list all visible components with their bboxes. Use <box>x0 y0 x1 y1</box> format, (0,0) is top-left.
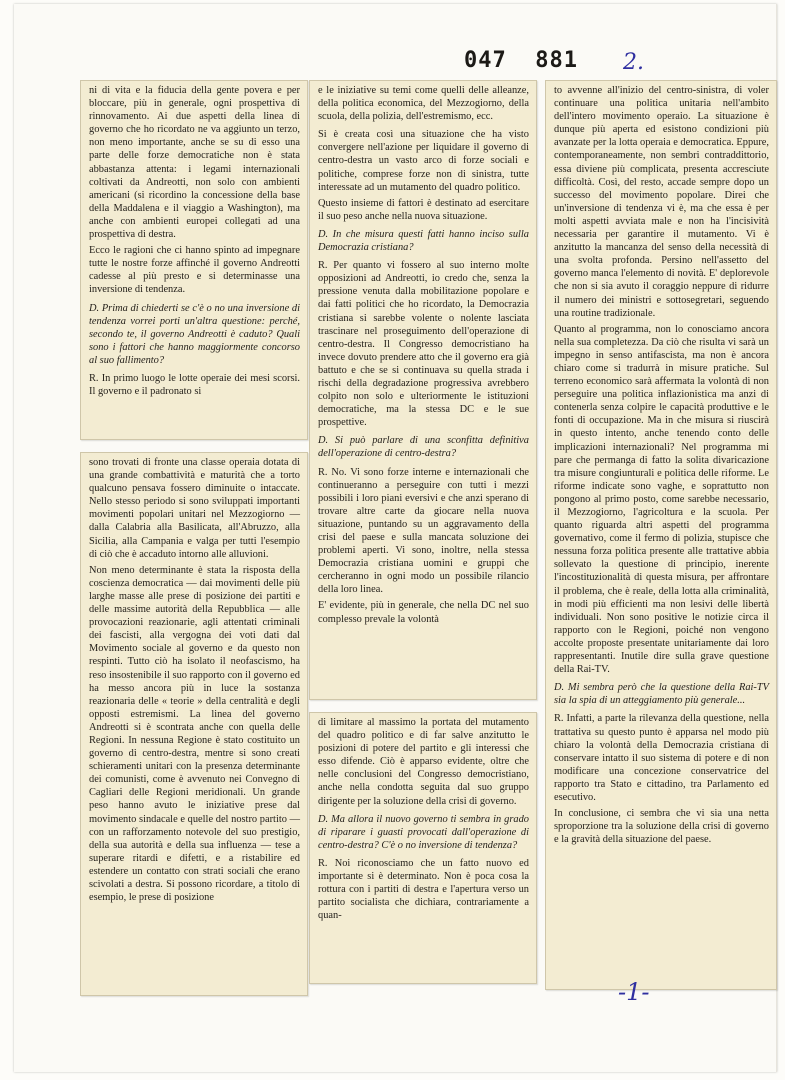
interview-answer: R. Noi riconosciamo che un fatto nuovo ed importante si è determinato. Non è poca cosa la rottura con i partiti di destra e l'apertura verso un partito socialista che dichiara, contrariamente a quan- <box>318 857 529 922</box>
interview-question: D. Mi sembra però che la questione della Rai-TV sia la spia di un atteggiamento più generale... <box>554 682 769 707</box>
clipping-column-3 <box>545 80 777 990</box>
handwritten-page-number: -1- <box>618 978 650 1006</box>
paragraph: Questo insieme di fattori è destinato ad esercitare il suo peso anche nella nuova situazione. <box>318 197 529 222</box>
paragraph: di limitare al massimo la portata del mutamento del quadro politico e di far salve anzitutto le posizioni di potere del partito e gli interessi che esso difende. Ciò è apparso evidente, oltre che nelle conclusioni del Congresso democristiano, anche nella condotta seguita dal suo gruppo dirigente per la soluzione della crisi di governo. <box>318 717 529 807</box>
paragraph: Ecco le ragioni che ci hanno spinto ad impegnare tutte le nostre forze affinché il governo Andreotti cadesse al più presto e si determinasse una inversione di tendenza. <box>89 245 300 296</box>
paragraph: ni di vita e la fiducia della gente povera e per bloccare, più in generale, ogni prospettiva di rinnovamento. Ai due aspetti della linea di governo che ho ricordato ne va aggiunto un terzo, non meno importante, anche se su di esso una parte delle forze democratiche non è stata abbastanza attenta: i legami internazionali coltivati da Andreotti, non solo con ambienti americani (si ricordino la concessione della base della Maddalena e il viaggio a Washington), ma anche con ambienti europei collegati ad una prospettiva di destra. <box>89 85 300 241</box>
paragraph: to avvenne all'inizio del centro-sinistra, di voler continuare una politica unitaria nell'ambito dell'intero movimento operaio. La situazione è dunque più aperta ed esistono condizioni più avanzate per la lotta operaia e democratica. Eppure, contemporaneamente, non sembri contraddittorio, essa diviene più complicata, presenta accresciute difficoltà. Così, del resto, accade sempre dopo un successo del movimento popolare. Direi che un'inversione di tendenza vi è, ma che essa è per molti aspetti avviata male e non ha l'incisività necessaria per garantire il mutamento. Vi è anzitutto la mancanza del senso della necessità di una svolta profonda. Persino nell'assetto del governo manca l'elemento di novità. E' deplorevole che non si sia avuto il coraggio neppure di ridurre il numero dei ministri e sottosegretari, seguendo una routine tradizionale. <box>554 85 769 319</box>
interview-answer: R. In primo luogo le lotte operaie dei mesi scorsi. Il governo e il padronato si <box>89 372 300 398</box>
clipping-column-2-top <box>309 80 537 700</box>
document-number: 047 881 <box>464 48 578 73</box>
paragraph: In conclusione, ci sembra che vi sia una netta sproporzione tra la soluzione della crisi di governo e la gravità della situazione del paese. <box>554 808 769 846</box>
clipping-column-2-bottom <box>309 712 537 984</box>
clipping-column-1-top <box>80 80 308 440</box>
interview-answer: R. Per quanto vi fossero al suo interno molte opposizioni ad Andreotti, io credo che, senza la pressione venuta dalla mobilitazione popolare e dai fatti politici che ho ricordato, la Democrazia cristiana si sarebbe volente o nolente lasciata trascinare nel proseguimento dell'operazione di centro-destra. Il Congresso democristiano ha invece dovuto prendere atto che il governo era già battuto e che se si continuava su quella strada i rischi della degradazione progressiva avrebbero colpito non solo e ulteriormente le istituzioni democratiche, ma la stessa DC e le sue prospettive. <box>318 260 529 429</box>
interview-answer: R. No. Vi sono forze interne e internazionali che continueranno a perseguire con tutti i mezzi possibili i loro piani eversivi e che anzi sperano di trovare altre carte da giocare nella nuova situazione, puntando su un aggravamento della crisi del paese e sulla mancata soluzione dei problemi aperti. Vi sono, inoltre, nella stessa Democrazia cristiana uomini e gruppi che cercheranno in ogni modo un possibile rilancio della loro linea. <box>318 466 529 596</box>
paragraph: Non meno determinante è stata la risposta della coscienza democratica — dai movimenti delle più larghe masse alle prese di posizione dei partiti e delle massime autorità della Repubblica — alle provocazioni reazionarie, agli attentati criminali dei fascisti, alla vergogna dei voti dati dal Movimento sociale al governo e da questo non respinti. Tutto ciò ha isolato il neofascismo, ha reso insostenibile il suo rapporto con il governo ed ha messo ancora più in luce la sostanza reazionaria delle « teorie » della centralità e degli opposti estremismi. La linea del governo Andreotti si è scontrata anche con quella delle Regioni. In nessuna Regione è stato costituito un governo di centro-destra, mentre si sono creati schieramenti unitari con la presenza determinante dei comunisti, come è avvenuto nei Convegno di Cagliari delle Regioni meridionali. Un grande peso hanno avuto le iniziative prese dal movimento sindacale e quelle del nostro partito — con un rafforzamento notevole del suo prestigio, della sua autorità e della sua influenza — tese a superare ritardi e difetti, e a ristabilire ed estendere un contatto con strati sociali che erano scivolati a destra. Si possono ricordare, a titolo di esempio, le prese di posizione <box>89 564 300 904</box>
handwritten-page-mark: 2. <box>623 50 644 75</box>
interview-question: D. In che misura questi fatti hanno inciso sulla Democrazia cristiana? <box>318 228 529 254</box>
paragraph: e le iniziative su temi come quelli delle alleanze, della politica economica, del Mezzogiorno, della scuola, della polizia, dell'estremismo, ecc. <box>318 85 529 123</box>
paragraph: E' evidente, più in generale, che nella DC nel suo complesso prevale la volontà <box>318 600 529 625</box>
paragraph: Si è creata così una situazione che ha visto convergere nell'azione per liquidare il governo di centro-destra un vasto arco di forze sociali e politiche, comprese forze non di sinistra, tutte interessate ad un mutamento del quadro politico. <box>318 129 529 193</box>
interview-question: D. Prima di chiederti se c'è o no una inversione di tendenza vorrei porti un'altra questione: perché, secondo te, il governo Andreotti è caduto? Quali sono i fattori che hanno maggiormente concorso al suo fallimento? <box>89 302 300 366</box>
interview-answer: R. Infatti, a parte la rilevanza della questione, nella trattativa su questo punto è apparsa nel modo più chiaro la volontà della Democrazia cristiana di conservare intatto il suo sistema di potere e di non modificare una concezione conservatrice del rapporto tra Stato e cittadino, tra Parlamento ed esecutivo. <box>554 713 769 803</box>
clipping-column-1-bottom <box>80 452 308 996</box>
interview-question: D. Si può parlare di una sconfitta definitiva dell'operazione di centro-destra? <box>318 435 529 460</box>
paragraph: sono trovati di fronte una classe operaia dotata di una grande combattività e maturità che a torto qualcuno pensava fossero diminuite o intaccate. Nello stesso periodo si sono sviluppati importanti movimenti popolari unitari nel Mezzogiorno — dalla Calabria alla Basilicata, all'Abruzzo, alla Sicilia, alla Campania e valga per tutti l'esempio di ciò che è accaduto intorno alle alluvioni. <box>89 457 300 560</box>
paragraph: Quanto al programma, non lo conosciamo ancora nella sua completezza. Da ciò che risulta vi sarà un impegno in senso antifascista, ma non è ancora chiaro come si tradurrà in misure pratiche. Sul terreno economico sarà affermata la volontà di non perseguire una politica inflazionistica ma anzi di contenerla senza colpire le capacità produttive e le fonti di occupazione. Ma in che misura si riuscirà in questo intento, anche tenendo conto delle implicazioni internazionali? Nel programma mi pare che permanga di fatto la solita divaricazione tra misure congiunturali e politica delle riforme. Le riforme indicate sono vaghe, e soprattutto non pongono al primo posto, come sarebbe necessario, il Mezzogiorno, l'agricoltura e la scuola. Per quanto riguarda altri aspetti del programma governativo, come il fermo di polizia, stupisce che nessuna forza politica presente alle trattative abbia sollevato la questione di principio, inerente l'incostituzionalità di questa misura, per affrontare il problema, che è reale, della lotta alla criminalità, in modi più efficienti ma non lesivi delle libertà individuali. Non sono positive le notizie circa il rapporto con le Regioni, poiché non vengono accolte proposte presentate unitariamente dai loro rappresentanti. Inutile dire sulla grave questione della Rai-TV. <box>554 323 769 676</box>
interview-question: D. Ma allora il nuovo governo ti sembra in grado di riparare i guasti provocati dall'operazione di centro-destra? C'è o no inversione di tendenza? <box>318 813 529 851</box>
